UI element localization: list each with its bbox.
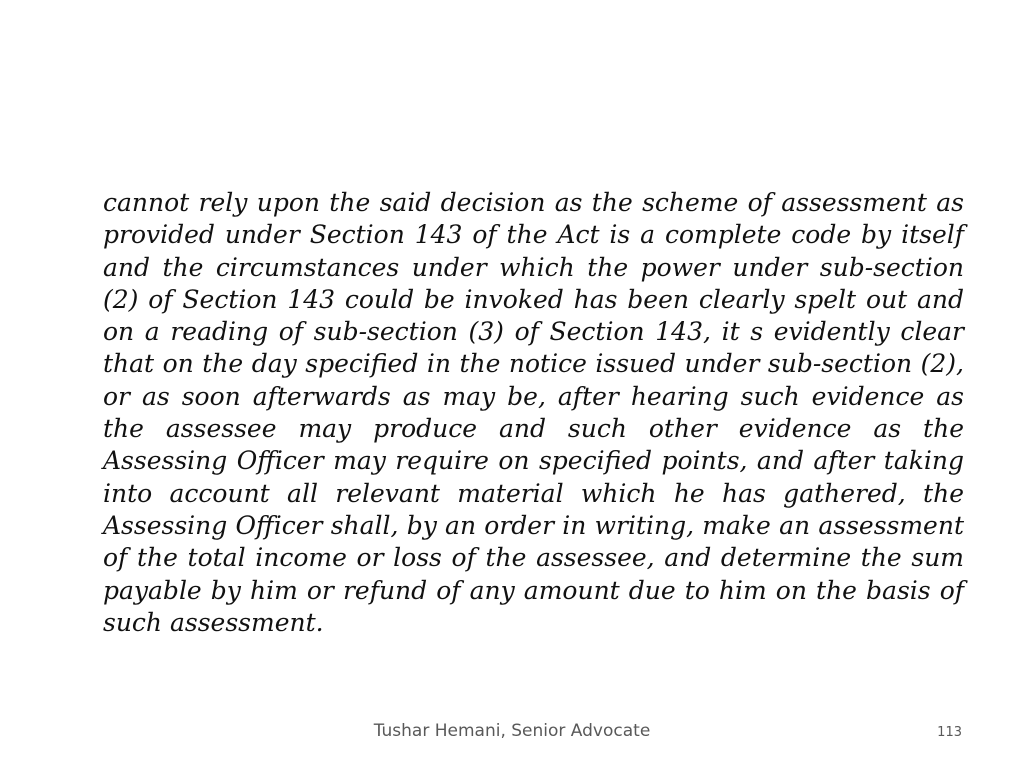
page-number: 113 xyxy=(937,725,962,740)
footer-author: Tushar Hemani, Senior Advocate xyxy=(373,721,651,741)
slide-body-text: cannot rely upon the said decision as the scheme of assessment as provided under Section 143 of the Act is a complete code by itself and the circumstances under which the power under sub-section (2) of Section 143 could be invoked has been clearly spelt out and on a reading of sub-section (3) of Section 143, it s evidently clear that on the day specified in the notice issued under sub-section (2), or as soon afterwards as may be, after hearing such evidence as the assessee may produce and such other evidence as the Assessing Officer may require on specified points, and after taking into account all relevant material which he has gathered, the Assessing Officer shall, by an order in writing, make an assessment of the total income or loss of the assessee, and determine the sum payable by him or refund of any amount due to him on the basis of such assessment. xyxy=(103,188,964,637)
